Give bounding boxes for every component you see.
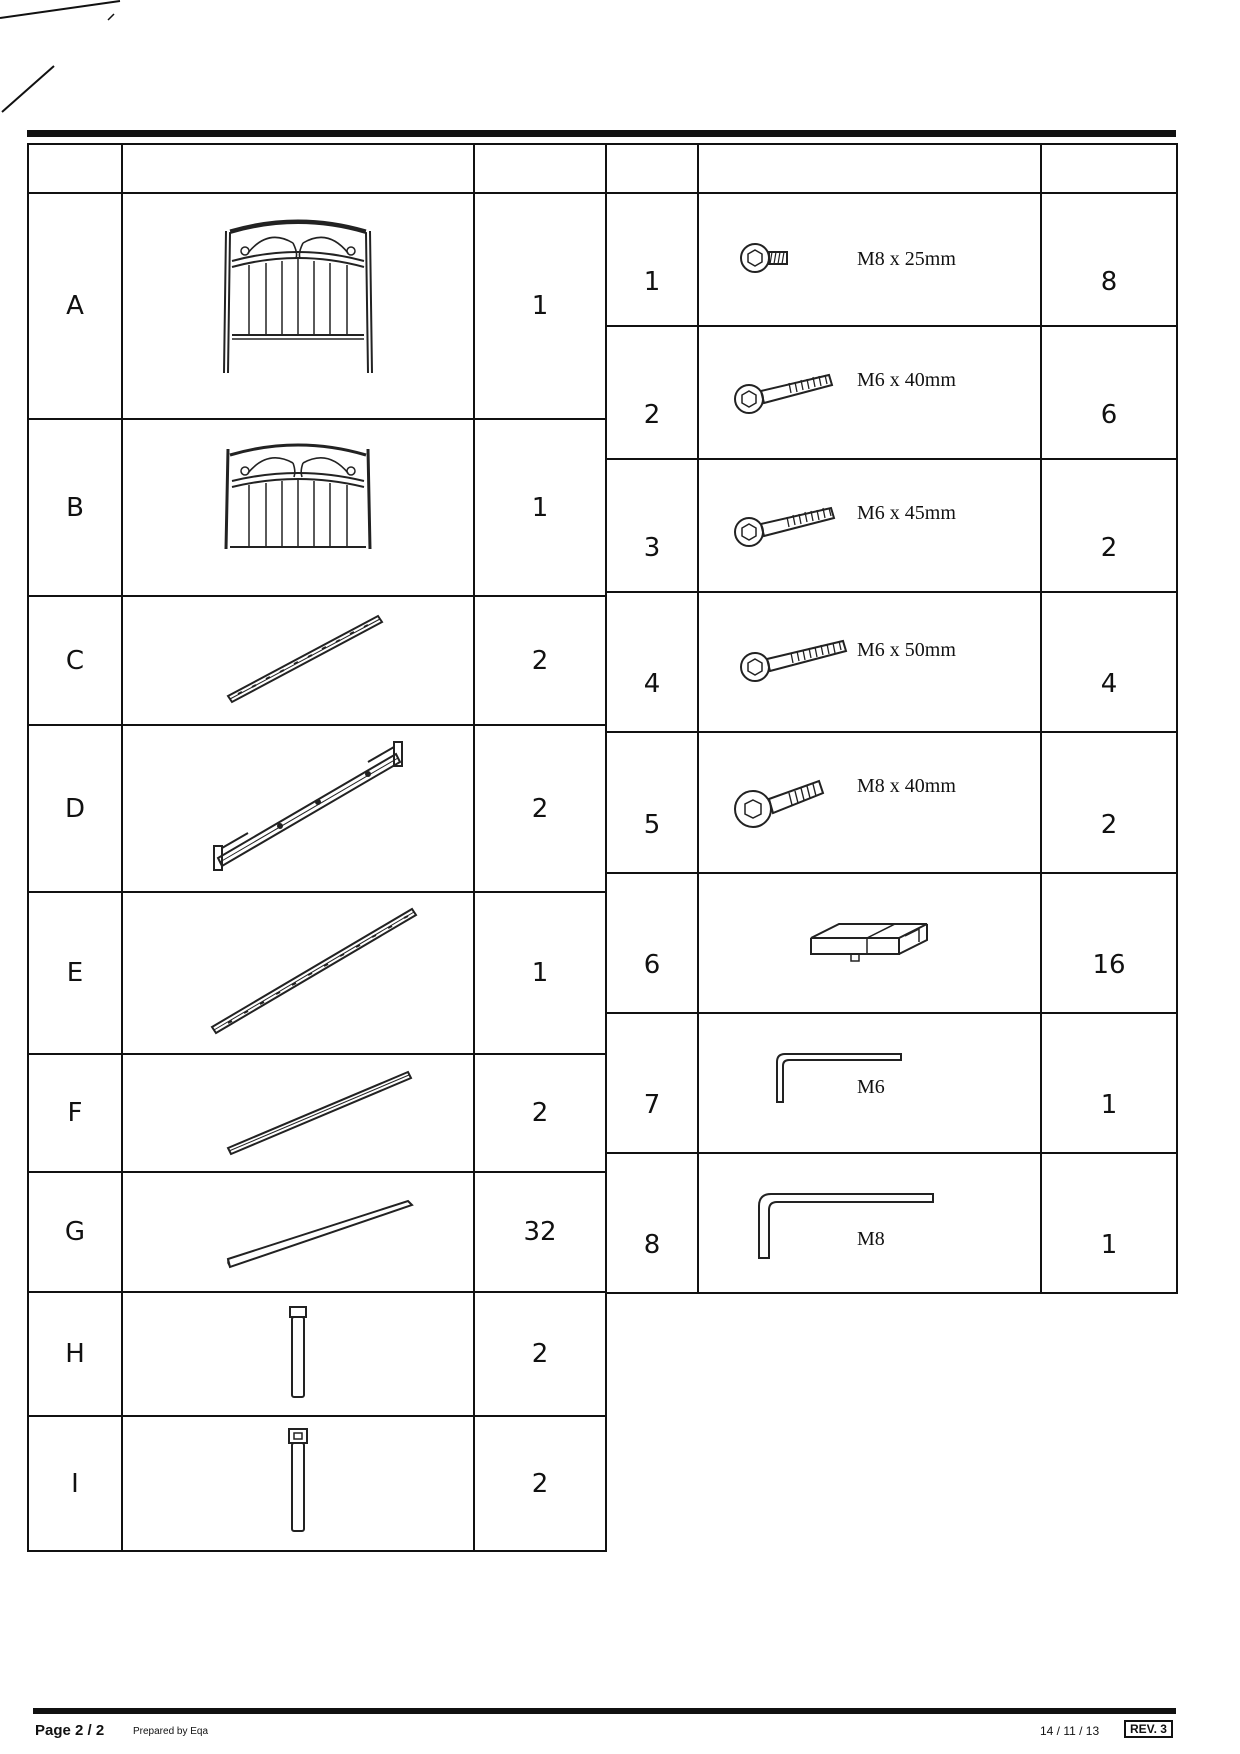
table-row xyxy=(28,1416,606,1551)
allen-key-icon xyxy=(767,1048,907,1108)
hardware-spec: M6 x 50mm xyxy=(857,639,956,661)
hardware-image xyxy=(698,326,1041,459)
table-row xyxy=(28,419,606,596)
hardware-number: 7 xyxy=(606,1013,698,1153)
table-row xyxy=(28,1172,606,1292)
revision-badge: REV. 3 xyxy=(1124,1720,1173,1738)
part-letter: C xyxy=(28,596,122,725)
hardware-image xyxy=(698,873,1041,1013)
bolt-icon xyxy=(733,502,843,552)
hardware-spec: M8 x 25mm xyxy=(857,248,956,270)
table-row xyxy=(28,1054,606,1172)
part-letter: F xyxy=(28,1054,122,1172)
page-number: Page 2 / 2 xyxy=(35,1722,105,1739)
part-image xyxy=(122,1054,474,1172)
hardware-image xyxy=(698,732,1041,873)
side-rail-icon xyxy=(168,730,428,880)
center-rail-icon xyxy=(168,895,428,1045)
hardware-image xyxy=(698,592,1041,732)
hardware-quantity: 16 xyxy=(1041,873,1177,1013)
hardware-number: 3 xyxy=(606,459,698,592)
slat-icon xyxy=(168,1179,428,1279)
hardware-image xyxy=(698,1153,1041,1293)
table-row xyxy=(606,1153,1177,1293)
part-image xyxy=(122,193,474,419)
table-row xyxy=(606,873,1177,1013)
bolt-icon xyxy=(739,238,799,278)
header-cell xyxy=(698,144,1041,193)
hardware-image xyxy=(698,459,1041,592)
top-rule xyxy=(27,130,1176,137)
header-cell xyxy=(28,144,122,193)
part-letter: D xyxy=(28,725,122,892)
parts-table xyxy=(27,143,607,1552)
hardware-quantity: 2 xyxy=(1041,459,1177,592)
part-quantity: 2 xyxy=(474,596,606,725)
prepared-by: Prepared by Eqa xyxy=(133,1726,209,1737)
hardware-header-row xyxy=(606,144,1177,193)
leg-icon xyxy=(268,1425,328,1535)
hardware-quantity: 1 xyxy=(1041,1153,1177,1293)
part-quantity: 2 xyxy=(474,1292,606,1416)
hardware-spec: M8 xyxy=(857,1228,885,1250)
header-cell xyxy=(1041,144,1177,193)
headboard-icon xyxy=(168,203,428,403)
hardware-number: 1 xyxy=(606,193,698,326)
bolt-icon xyxy=(733,369,843,419)
part-quantity: 2 xyxy=(474,1416,606,1551)
part-quantity: 1 xyxy=(474,193,606,419)
part-letter: B xyxy=(28,419,122,596)
hardware-quantity: 1 xyxy=(1041,1013,1177,1153)
hardware-table xyxy=(605,143,1178,1294)
slat-holder-icon xyxy=(807,914,937,974)
header-cell xyxy=(606,144,698,193)
parts-header-row xyxy=(28,144,606,193)
table-row xyxy=(606,326,1177,459)
part-letter: A xyxy=(28,193,122,419)
hardware-spec: M6 x 45mm xyxy=(857,502,956,524)
part-quantity: 2 xyxy=(474,1054,606,1172)
slotted-rail-icon xyxy=(168,602,428,712)
table-row xyxy=(28,892,606,1054)
part-letter: H xyxy=(28,1292,122,1416)
header-cell xyxy=(474,144,606,193)
footboard-icon xyxy=(168,429,428,579)
hardware-image xyxy=(698,193,1041,326)
table-row xyxy=(28,725,606,892)
allen-key-icon xyxy=(749,1190,939,1262)
part-image xyxy=(122,1292,474,1416)
part-image xyxy=(122,1172,474,1292)
hardware-number: 4 xyxy=(606,592,698,732)
hardware-spec: M6 xyxy=(857,1076,885,1098)
header-cell xyxy=(122,144,474,193)
part-image xyxy=(122,725,474,892)
table-row xyxy=(606,459,1177,592)
part-letter: I xyxy=(28,1416,122,1551)
bar-icon xyxy=(168,1060,428,1160)
hardware-number: 6 xyxy=(606,873,698,1013)
bolt-icon xyxy=(739,635,854,685)
part-quantity: 1 xyxy=(474,892,606,1054)
corner-mark xyxy=(0,0,130,120)
table-row xyxy=(606,193,1177,326)
part-image xyxy=(122,1416,474,1551)
hardware-image xyxy=(698,1013,1041,1153)
hardware-spec: M8 x 40mm xyxy=(857,775,956,797)
table-row xyxy=(28,596,606,725)
hardware-number: 2 xyxy=(606,326,698,459)
hardware-quantity: 2 xyxy=(1041,732,1177,873)
hardware-number: 8 xyxy=(606,1153,698,1293)
hardware-quantity: 8 xyxy=(1041,193,1177,326)
part-image xyxy=(122,596,474,725)
part-quantity: 32 xyxy=(474,1172,606,1292)
footer-rule xyxy=(33,1708,1176,1714)
part-letter: G xyxy=(28,1172,122,1292)
table-row xyxy=(28,193,606,419)
bolt-icon xyxy=(733,773,833,829)
document-date: 14 / 11 / 13 xyxy=(1040,1724,1100,1738)
table-row xyxy=(606,732,1177,873)
table-row xyxy=(28,1292,606,1416)
table-row xyxy=(606,1013,1177,1153)
part-quantity: 2 xyxy=(474,725,606,892)
leg-icon xyxy=(268,1301,328,1401)
part-image xyxy=(122,892,474,1054)
table-row xyxy=(606,592,1177,732)
part-image xyxy=(122,419,474,596)
part-quantity: 1 xyxy=(474,419,606,596)
hardware-number: 5 xyxy=(606,732,698,873)
hardware-spec: M6 x 40mm xyxy=(857,369,956,391)
hardware-quantity: 6 xyxy=(1041,326,1177,459)
hardware-quantity: 4 xyxy=(1041,592,1177,732)
part-letter: E xyxy=(28,892,122,1054)
